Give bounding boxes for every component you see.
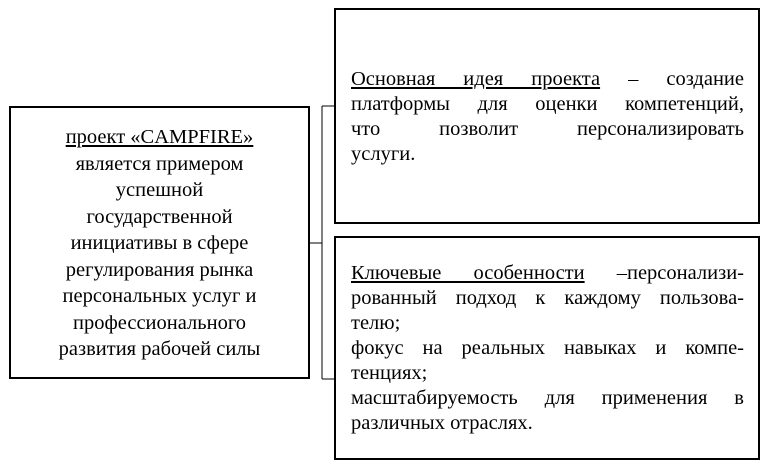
- project-text: [11, 124, 308, 363]
- key-features-heading: Ключевые особенности: [351, 262, 585, 284]
- main-idea-box: [334, 8, 760, 224]
- project-line: инициативы в сфере: [70, 232, 249, 254]
- main-idea-line: платформы для оценки компетенций,: [351, 93, 744, 115]
- key-features-line: [351, 261, 744, 286]
- project-line: профессионального: [73, 311, 246, 334]
- key-features-line-rest: –персонализи-: [584, 262, 745, 284]
- project-title: проект «CAMPFIRE»: [65, 126, 254, 148]
- project-line: персональных услуг и: [62, 285, 257, 307]
- key-features-line: рованный подход к каждому пользова-: [351, 287, 744, 309]
- key-features-line: масштабируемость для применения в: [351, 387, 744, 409]
- project-line: успешной: [115, 179, 204, 201]
- project-line: развития рабочей силы: [58, 338, 261, 360]
- main-idea-heading: Основная идея проекта: [351, 68, 601, 90]
- project-line: является примером: [75, 152, 244, 175]
- project-box: [9, 106, 310, 379]
- key-features-box: [334, 236, 760, 460]
- key-features-text: [351, 261, 744, 436]
- project-line: регулирования рынка: [65, 258, 254, 281]
- project-line: государственной: [86, 205, 233, 228]
- main-idea-line: [351, 67, 744, 92]
- key-features-line: тенциях;: [351, 362, 428, 384]
- main-idea-line: что позволит персонализировать: [351, 118, 744, 140]
- main-idea-line-rest: – создание: [600, 68, 744, 90]
- main-idea-text: [351, 67, 744, 167]
- key-features-line: телю;: [351, 312, 401, 334]
- key-features-line: различных отраслях.: [351, 412, 533, 434]
- main-idea-line: услуги.: [351, 143, 416, 165]
- key-features-line: фокус на реальных навыках и компе-: [351, 337, 744, 359]
